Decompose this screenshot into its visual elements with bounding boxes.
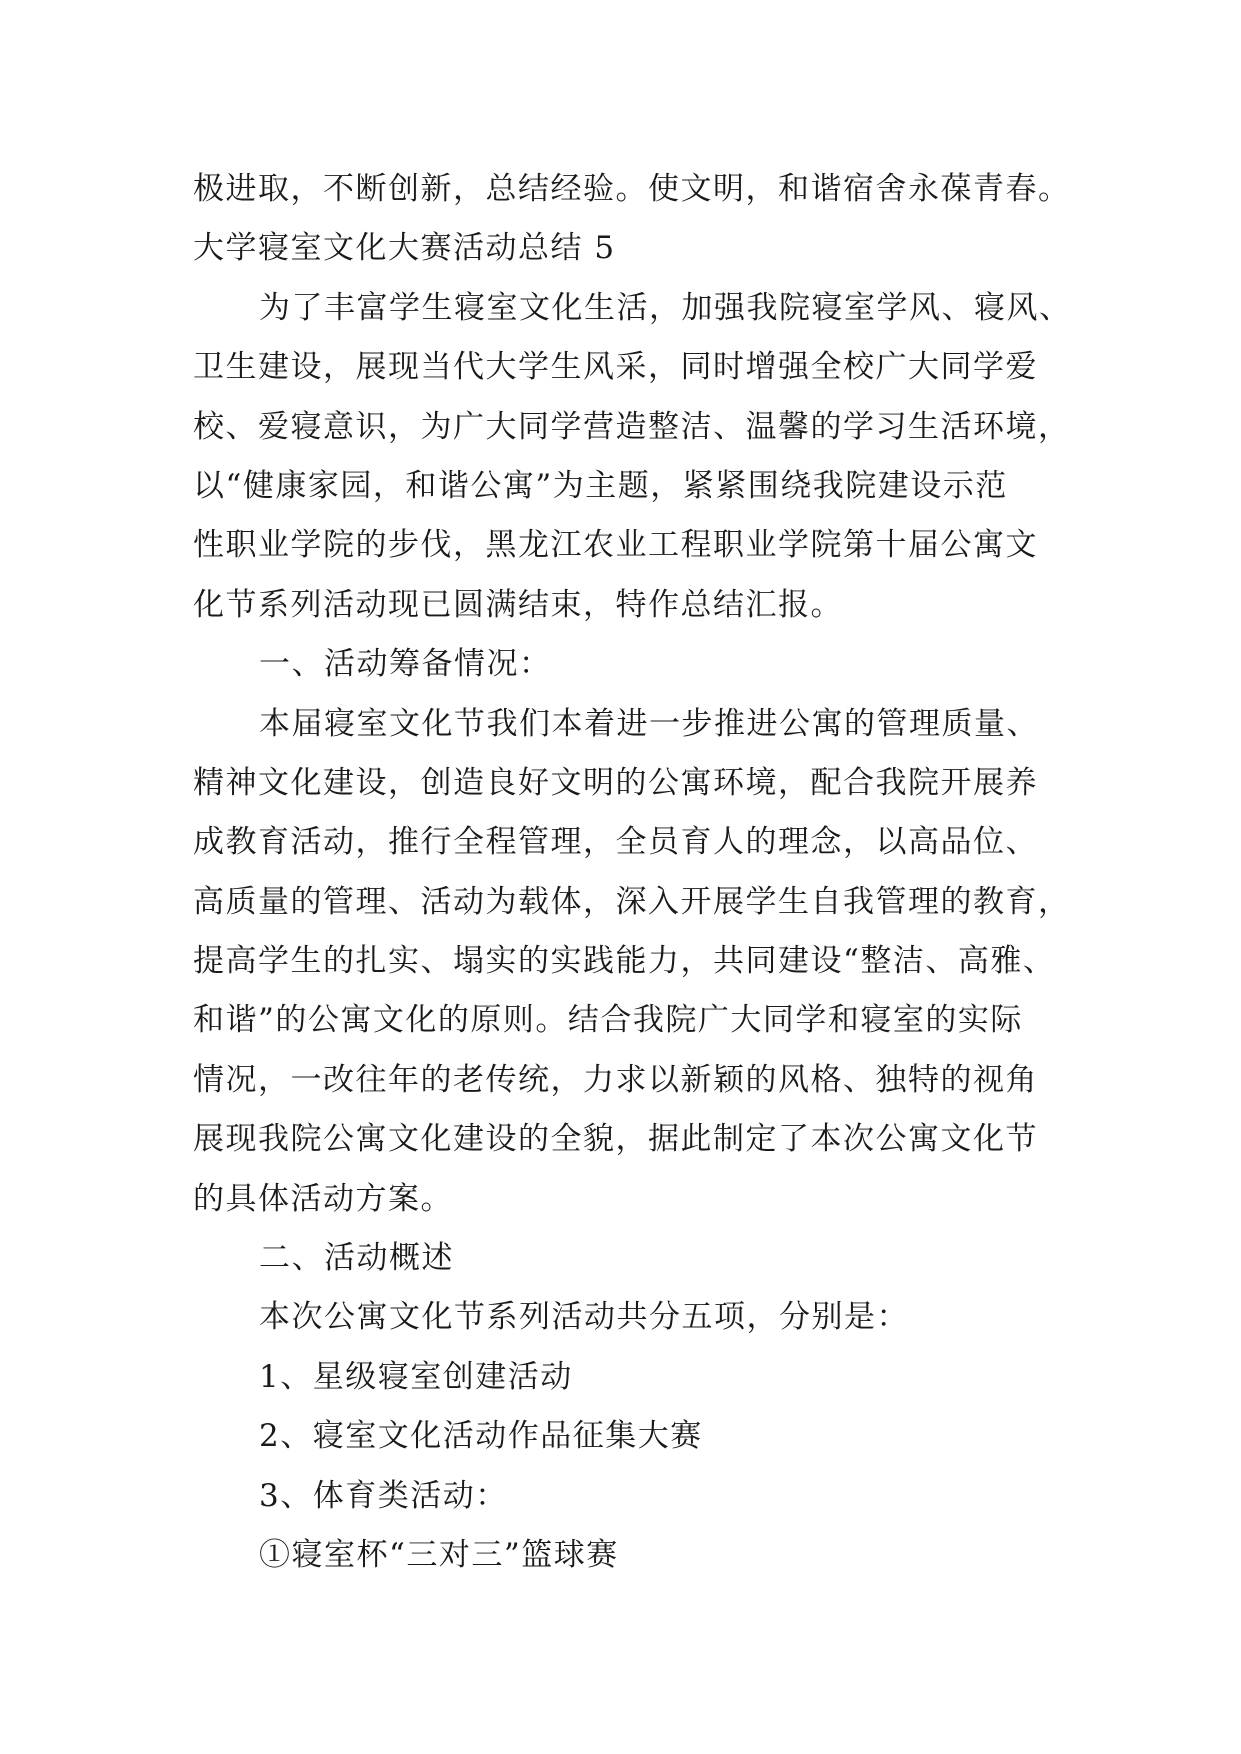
text-line: 精神文化建设，创造良好文明的公寓环境，配合我院开展养 — [193, 764, 1038, 801]
text-line: 为了丰富学生寝室文化生活，加强我院寝室学风、寝风、 — [259, 289, 1072, 326]
section-heading: 大学寝室文化大赛活动总结 5 — [193, 230, 616, 267]
text-line: 卫生建设，展现当代大学生风采，同时增强全校广大同学爱 — [193, 349, 1038, 386]
text-line: 极进取，不断创新，总结经验。使文明，和谐宿舍永葆青春。 — [193, 171, 1071, 207]
text-line: 高质量的管理、活动为载体，深入开展学生自我管理的教育， — [193, 883, 1071, 920]
list-item: 1、星级寝室创建活动 — [259, 1358, 573, 1395]
document-body — [193, 160, 1073, 1585]
text-line: 和谐”的公寓文化的原则。结合我院广大同学和寝室的实际 — [193, 1002, 1023, 1039]
text-line: 提高学生的扎实、塌实的实践能力，共同建设“整洁、高雅、 — [193, 943, 1056, 980]
list-item: ①寝室杯“三对三”篮球赛 — [259, 1536, 619, 1573]
text-line: 化节系列活动现已圆满结束，特作总结汇报。 — [193, 586, 843, 623]
list-item: 2、寝室文化活动作品征集大赛 — [259, 1418, 703, 1455]
text-line: 性职业学院的步伐，黑龙江农业工程职业学院第十届公寓文 — [193, 527, 1038, 564]
text-line: 本届寝室文化节我们本着进一步推进公寓的管理质量、 — [259, 705, 1039, 742]
subsection-heading: 一、活动筹备情况： — [259, 646, 552, 683]
text-line: 以“健康家园，和谐公寓”为主题，紧紧围绕我院建设示范 — [193, 467, 1008, 504]
text-line: 的具体活动方案。 — [193, 1180, 453, 1217]
text-line: 本次公寓文化节系列活动共分五项，分别是： — [259, 1299, 909, 1336]
subsection-heading: 二、活动概述 — [259, 1240, 454, 1277]
text-line: 情况，一改往年的老传统，力求以新颖的风格、独特的视角 — [193, 1061, 1038, 1098]
text-line: 校、爱寝意识，为广大同学营造整洁、温馨的学习生活环境， — [193, 408, 1071, 445]
text-line: 展现我院公寓文化建设的全貌，据此制定了本次公寓文化节 — [193, 1121, 1038, 1158]
list-item: 3、体育类活动： — [259, 1477, 508, 1514]
text-line: 成教育活动，推行全程管理，全员育人的理念，以高品位、 — [193, 824, 1038, 861]
